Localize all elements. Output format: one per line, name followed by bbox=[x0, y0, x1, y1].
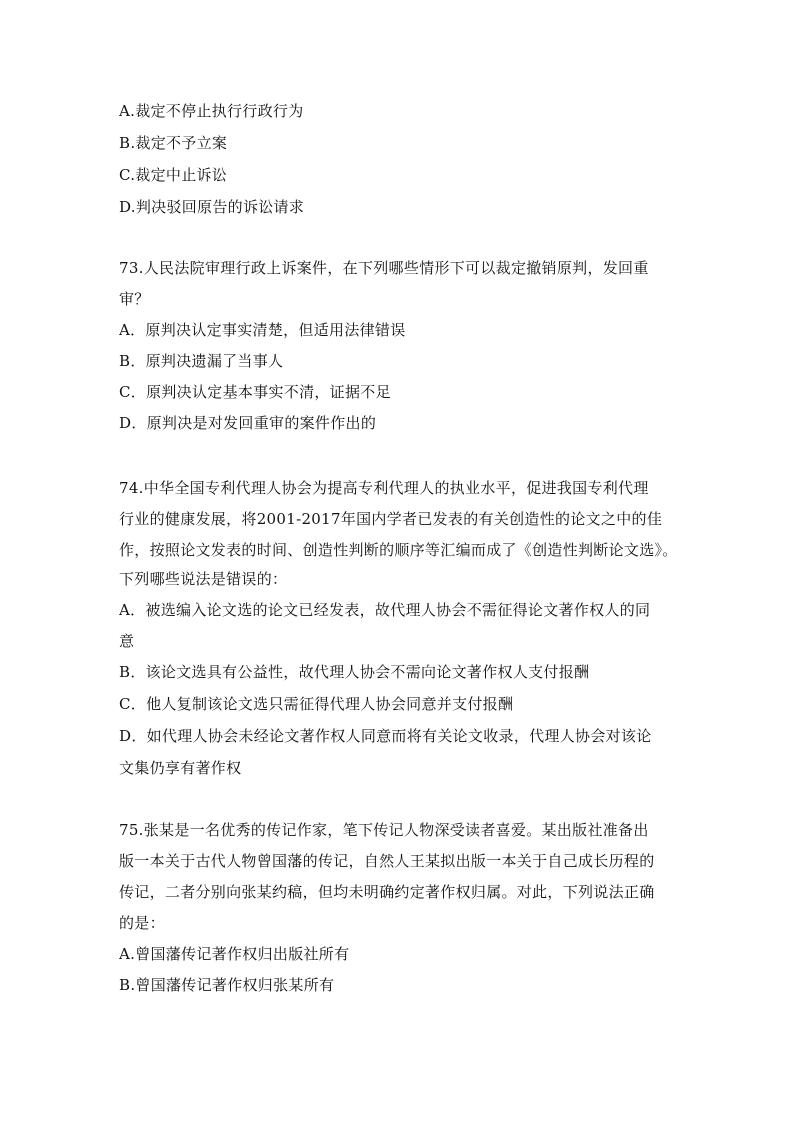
q75-stem-line-4: 的是： bbox=[119, 914, 165, 932]
q74-stem-line-4: 下列哪些说法是错误的： bbox=[119, 570, 288, 588]
q75-option-b: B.曾国藩传记著作权归张某所有 bbox=[119, 976, 335, 994]
q72-option-a: A.裁定不停止执行行政行为 bbox=[119, 102, 304, 120]
q73-option-c: C．原判决认定基本事实不清，证据不足 bbox=[119, 383, 391, 401]
q73-option-a: A．原判决认定事实清楚，但适用法律错误 bbox=[119, 321, 406, 339]
q74-option-d-line-1: D．如代理人协会未经论文著作权人同意而将有关论文收录，代理人协会对该论 bbox=[119, 727, 652, 745]
q74-option-a-line-2: 意 bbox=[119, 632, 135, 650]
q74-stem-line-3: 作，按照论文发表的时间、创造性判断的顺序等汇编而成了《创造性判断论文选》。 bbox=[119, 541, 678, 559]
q73-stem-line-2: 审？ bbox=[119, 290, 150, 308]
q72-option-b: B.裁定不予立案 bbox=[119, 134, 228, 152]
q74-option-d-line-2: 文集仍享有著作权 bbox=[119, 759, 242, 777]
q75-option-a: A.曾国藩传记著作权归出版社所有 bbox=[119, 945, 350, 963]
q74-stem-line-2: 行业的健康发展，将2001-2017年国内学者已发表的有关创造性的论文之中的佳 bbox=[119, 510, 663, 528]
q75-stem-line-2: 版一本关于古代人物曾国藩的传记，自然人王某拟出版一本关于自己成长历程的 bbox=[119, 852, 655, 870]
q74-option-b: B．该论文选具有公益性，故代理人协会不需向论文著作权人支付报酬 bbox=[119, 663, 590, 681]
q73-option-d: D．原判决是对发回重审的案件作出的 bbox=[119, 414, 377, 432]
q75-stem-line-1: 75.张某是一名优秀的传记作家，笔下传记人物深受读者喜爱。某出版社准备出 bbox=[119, 821, 649, 839]
q73-stem-line-1: 73.人民法院审理行政上诉案件，在下列哪些情形下可以裁定撤销原判，发回重 bbox=[119, 259, 649, 277]
q73-option-b: B．原判决遗漏了当事人 bbox=[119, 352, 284, 370]
q74-option-a-line-1: A．被选编入论文选的论文已经发表，故代理人协会不需征得论文著作权人的同 bbox=[119, 601, 651, 619]
q74-stem-line-1: 74.中华全国专利代理人协会为提高专利代理人的执业水平，促进我国专利代理 bbox=[119, 479, 649, 497]
q75-stem-line-3: 传记，二者分别向张某约稿，但均未明确约定著作权归属。对此，下列说法正确 bbox=[119, 883, 655, 901]
q72-option-d: D.判决驳回原告的诉讼请求 bbox=[119, 198, 305, 216]
q74-option-c: C．他人复制该论文选只需征得代理人协会同意并支付报酬 bbox=[119, 695, 514, 713]
q72-option-c: C.裁定中止诉讼 bbox=[119, 166, 228, 184]
